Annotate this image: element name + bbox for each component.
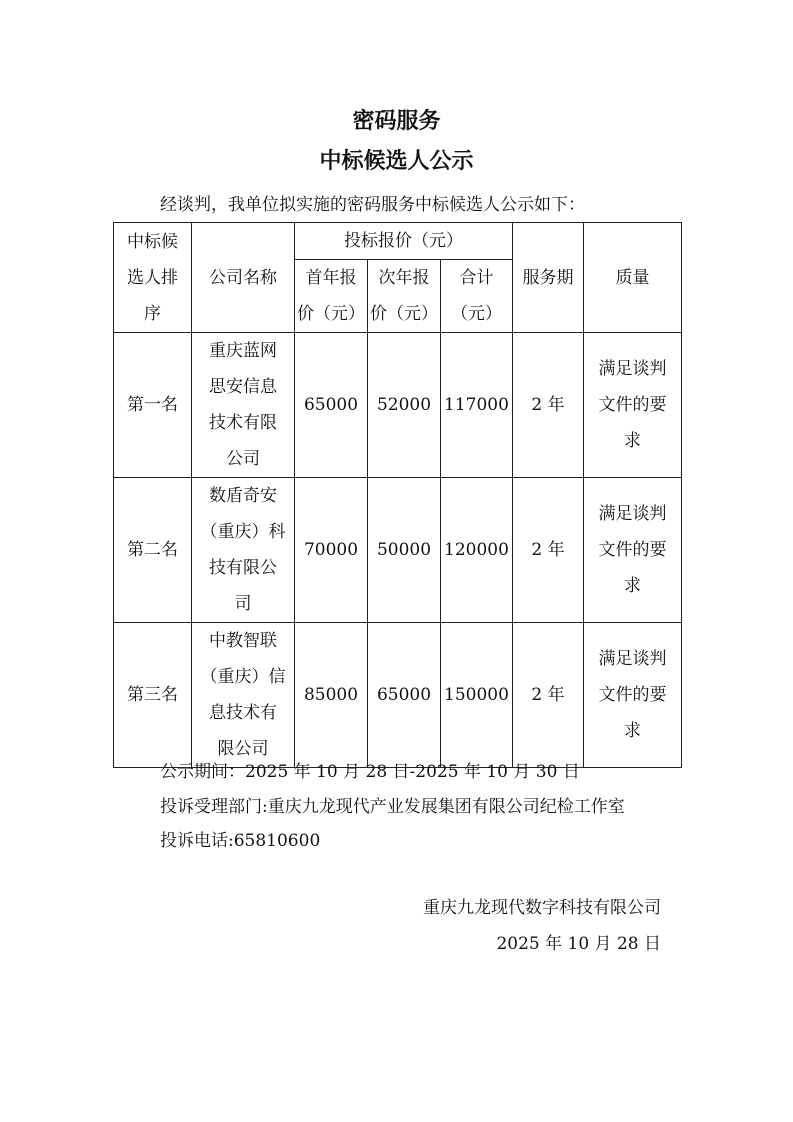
quality-cell: 满足谈判 文件的要 求 xyxy=(584,333,682,478)
first-year-cell: 85000 xyxy=(295,623,368,768)
service-period-cell: 2 年 xyxy=(513,333,584,478)
header-first-year: 首年报 价（元） xyxy=(295,260,368,333)
table-row xyxy=(114,478,682,623)
total-cell: 117000 xyxy=(441,333,513,478)
header-second-year: 次年报 价（元） xyxy=(368,260,441,333)
complaint-phone: 投诉电话:65810600 xyxy=(160,831,321,851)
header-rank: 中标候 选人排 序 xyxy=(114,223,192,333)
rank-cell: 第一名 xyxy=(114,333,192,478)
header-quality: 质量 xyxy=(584,223,682,333)
table-row xyxy=(114,333,682,478)
complaint-department: 投诉受理部门:重庆九龙现代产业发展集团有限公司纪检工作室 xyxy=(160,797,625,817)
intro-text: 经谈判，我单位拟实施的密码服务中标候选人公示如下： xyxy=(160,195,585,215)
document-title: 密码服务 xyxy=(352,109,441,134)
header-service-period: 服务期 xyxy=(513,223,584,333)
signature-date: 2025 年 10 月 28 日 xyxy=(496,934,661,954)
first-year-cell: 65000 xyxy=(295,333,368,478)
company-cell: 中教智联 （重庆）信 息技术有 限公司 xyxy=(192,623,295,768)
second-year-cell: 52000 xyxy=(368,333,441,478)
second-year-cell: 65000 xyxy=(368,623,441,768)
signature-organization: 重庆九龙现代数字科技有限公司 xyxy=(423,898,661,918)
rank-cell: 第三名 xyxy=(114,623,192,768)
header-bid-price: 投标报价（元） xyxy=(295,223,513,260)
header-company: 公司名称 xyxy=(192,223,295,333)
rank-cell: 第二名 xyxy=(114,478,192,623)
candidates-table xyxy=(113,222,682,768)
quality-cell: 满足谈判 文件的要 求 xyxy=(584,623,682,768)
first-year-cell: 70000 xyxy=(295,478,368,623)
service-period-cell: 2 年 xyxy=(513,478,584,623)
total-cell: 120000 xyxy=(441,478,513,623)
table-row xyxy=(114,623,682,768)
total-cell: 150000 xyxy=(441,623,513,768)
second-year-cell: 50000 xyxy=(368,478,441,623)
service-period-cell: 2 年 xyxy=(513,623,584,768)
publicity-period: 公示期间：2025 年 10 月 28 日-2025 年 10 月 30 日 xyxy=(160,762,580,782)
quality-cell: 满足谈判 文件的要 求 xyxy=(584,478,682,623)
company-cell: 重庆蓝网 思安信息 技术有限 公司 xyxy=(192,333,295,478)
company-cell: 数盾奇安 （重庆）科 技有限公 司 xyxy=(192,478,295,623)
document-subtitle: 中标候选人公示 xyxy=(319,149,474,174)
header-total: 合计 （元） xyxy=(441,260,513,333)
